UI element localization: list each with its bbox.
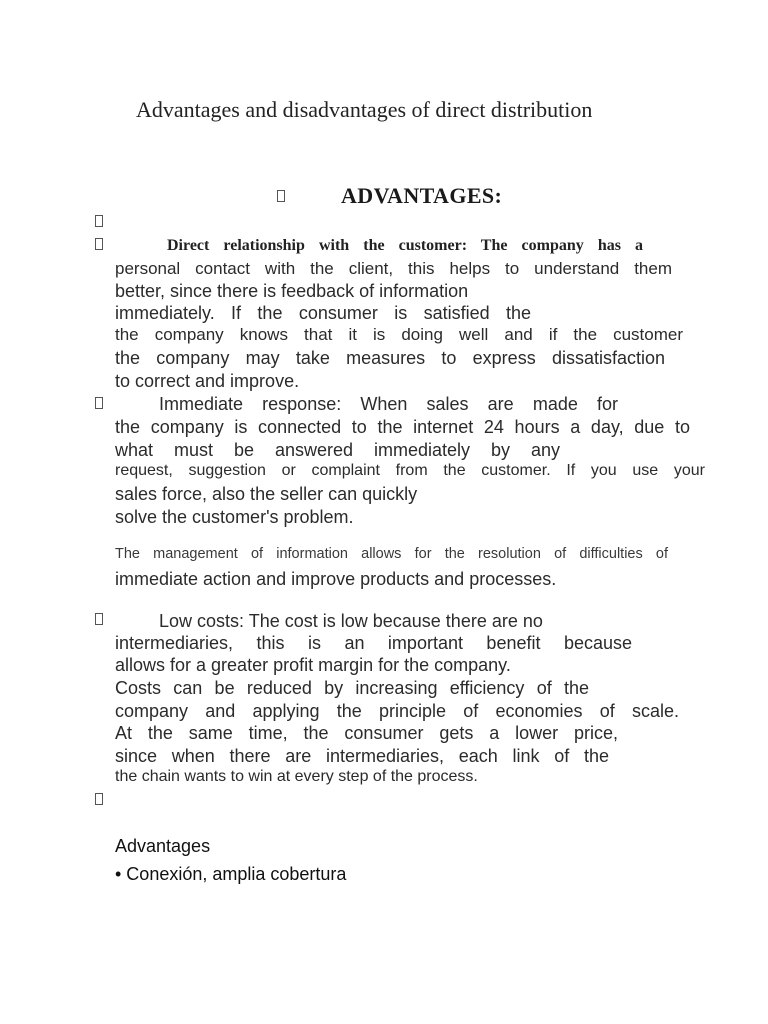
missing-glyph-box-icon (95, 613, 103, 625)
paragraph-line: immediately. If the consumer is satisfied the (115, 303, 531, 323)
item-lead: Direct relationship with the customer: The company has a (167, 237, 643, 254)
section-heading: ADVANTAGES: (341, 183, 503, 208)
paragraph-line: better, since there is feedback of information (115, 281, 469, 301)
paragraph-line: to correct and improve. (115, 371, 300, 391)
paragraph-line: the chain wants to win at every step of the process. (115, 768, 478, 785)
paragraph-line: allows for a greater profit margin for the company. (115, 655, 511, 675)
paragraph-line: At the same time, the consumer gets a lower price, (115, 723, 618, 743)
missing-glyph-box-icon (95, 215, 103, 227)
missing-glyph-box-icon (95, 397, 103, 409)
paragraph-line: the company knows that it is doing well and if the customer (115, 325, 683, 344)
paragraph-line: request, suggestion or complaint from the customer. If you use your (115, 462, 705, 479)
paragraph-line: the company is connected to the internet 24 hours a day, due to (115, 417, 690, 437)
paragraph-line: the company may take measures to express dissatisfaction (115, 348, 665, 368)
missing-glyph-box-icon (95, 793, 103, 805)
note-line: The management of information allows for the resolution of difficulties of (115, 546, 668, 562)
item-lead: Immediate response: When sales are made for (159, 394, 618, 414)
document-title: Advantages and disadvantages of direct distribution (136, 97, 593, 122)
paragraph-line: since when there are intermediaries, each link of the (115, 746, 609, 766)
paragraph-line: company and applying the principle of economies of scale. (115, 701, 679, 721)
footer-bullet-item: • Conexión, amplia cobertura (115, 864, 347, 884)
paragraph-line: what must be answered immediately by any (115, 440, 560, 460)
paragraph-line: sales force, also the seller can quickly (115, 484, 418, 504)
paragraph-line: solve the customer's problem. (115, 507, 354, 527)
paragraph-line: intermediaries, this is an important benefit because (115, 633, 632, 653)
note-line: immediate action and improve products and processes. (115, 569, 557, 589)
missing-glyph-box-icon (95, 238, 103, 250)
footer-heading: Advantages (115, 836, 211, 856)
paragraph-line: personal contact with the client, this helps to understand them (115, 259, 672, 278)
missing-glyph-box-icon (277, 190, 285, 202)
paragraph-line: Costs can be reduced by increasing efficiency of the (115, 678, 589, 698)
item-lead: Low costs: The cost is low because there are no (159, 611, 543, 631)
